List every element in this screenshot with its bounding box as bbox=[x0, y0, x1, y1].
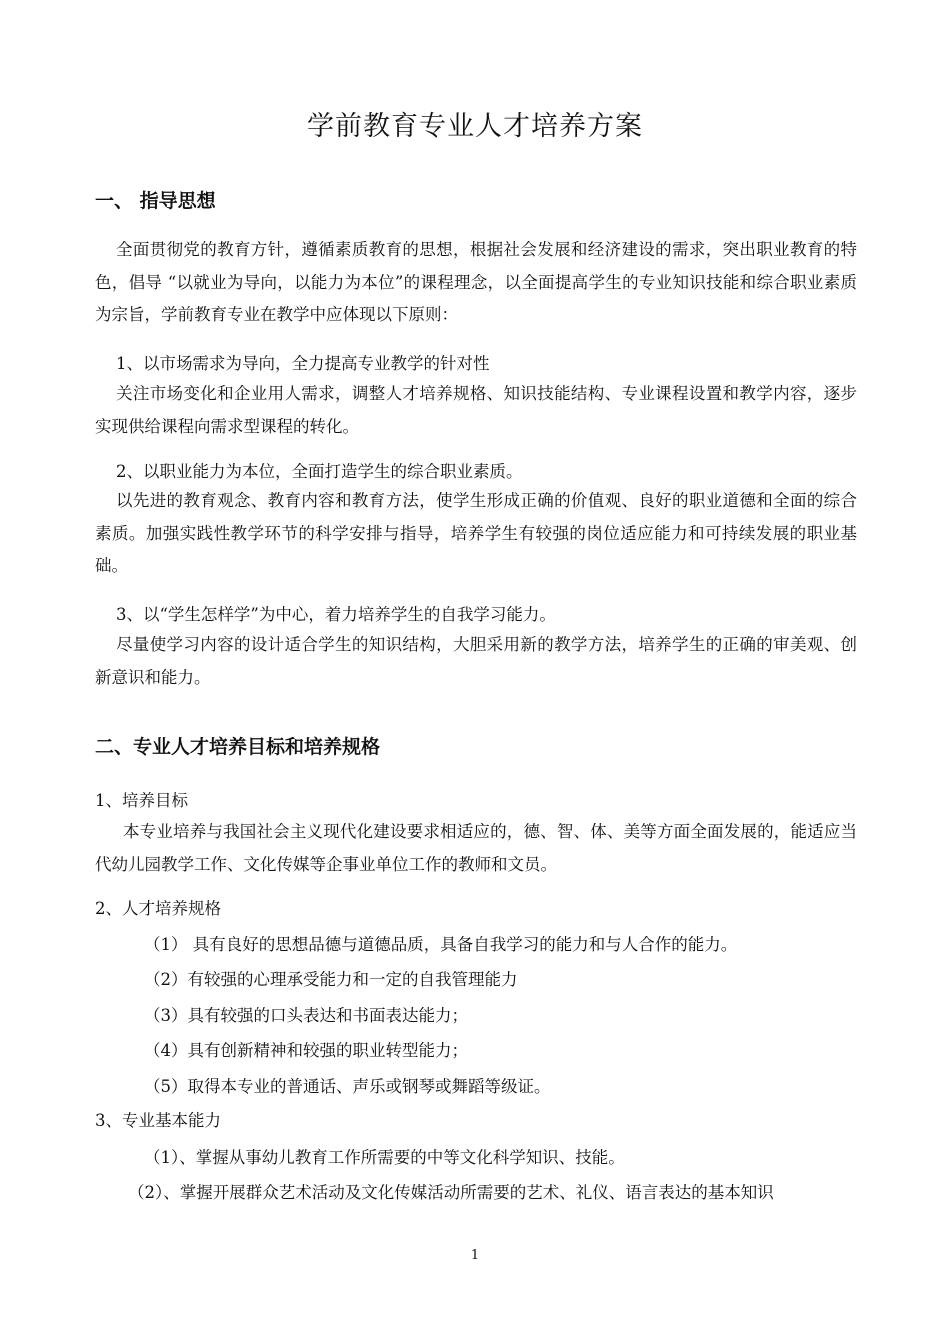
section-heading-guiding-ideology: 一、 指导思想 bbox=[95, 190, 216, 212]
ability-item: （2）、掌握开展群众艺术活动及文化传媒活动所需要的艺术、礼仪、语言表达的基本知识 bbox=[128, 1183, 774, 1202]
spec-item: （5）取得本专业的普通话、声乐或钢琴或舞蹈等级证。 bbox=[144, 1077, 551, 1096]
section1-intro-paragraph: 全面贯彻党的教育方针，遵循素质教育的思想，根据社会发展和经济建设的需求，突出职业教育的特色，倡导 “以就业为导向，以能力为本位”的课程理念，以全面提高学生的专业知识技能和综合职业素质为宗旨，学前教育专业在教学中应体现以下原则： bbox=[95, 240, 857, 324]
spec-item: （4）具有创新精神和较强的职业转型能力； bbox=[144, 1041, 468, 1060]
spec-item: （2）有较强的心理承受能力和一定的自我管理能力 bbox=[144, 970, 518, 989]
principle-2-body: 以先进的教育观念、教育内容和教育方法，使学生形成正确的价值观、良好的职业道德和全面的综合素质。加强实践性教学环节的科学安排与指导，培养学生有较强的岗位适应能力和可持续发展的职业基础。 bbox=[95, 491, 857, 575]
ability-item: （1）、掌握从事幼儿教育工作所需要的中等文化科学知识、技能。 bbox=[144, 1148, 625, 1167]
principle-1-body: 关注市场变化和企业用人需求，调整人才培养规格、知识技能结构、专业课程设置和教学内容，逐步实现供给课程向需求型课程的转化。 bbox=[95, 384, 857, 436]
training-goal-body: 本专业培养与我国社会主义现代化建设要求相适应的，德、智、体、美等方面全面发展的，能适应当代幼儿园教学工作、文化传媒等企事业单位工作的教师和文员。 bbox=[95, 822, 857, 874]
principle-2-title: 2、以职业能力为本位，全面打造学生的综合职业素质。 bbox=[116, 462, 523, 481]
principle-1-title: 1、以市场需求为导向，全力提高专业教学的针对性 bbox=[116, 354, 490, 373]
training-spec-title: 2、人才培养规格 bbox=[95, 899, 221, 918]
page-number: 1 bbox=[470, 1248, 480, 1263]
document-title: 学前教育专业人才培养方案 bbox=[307, 111, 643, 142]
principle-3-title: 3、以“学生怎样学”为中心，着力培养学生的自我学习能力。 bbox=[116, 605, 556, 624]
principle-3-body: 尽量使学习内容的设计适合学生的知识结构，大胆采用新的教学方法，培养学生的正确的审美观、创新意识和能力。 bbox=[95, 635, 857, 687]
basic-ability-title: 3、专业基本能力 bbox=[95, 1111, 221, 1130]
spec-item: （1） 具有良好的思想品德与道德品质，具备自我学习的能力和与人合作的能力。 bbox=[144, 935, 738, 954]
training-goal-title: 1、培养目标 bbox=[95, 791, 188, 810]
section-heading-training-goals: 二、专业人才培养目标和培养规格 bbox=[95, 736, 381, 758]
spec-item: （3）具有较强的口头表达和书面表达能力； bbox=[144, 1006, 468, 1025]
